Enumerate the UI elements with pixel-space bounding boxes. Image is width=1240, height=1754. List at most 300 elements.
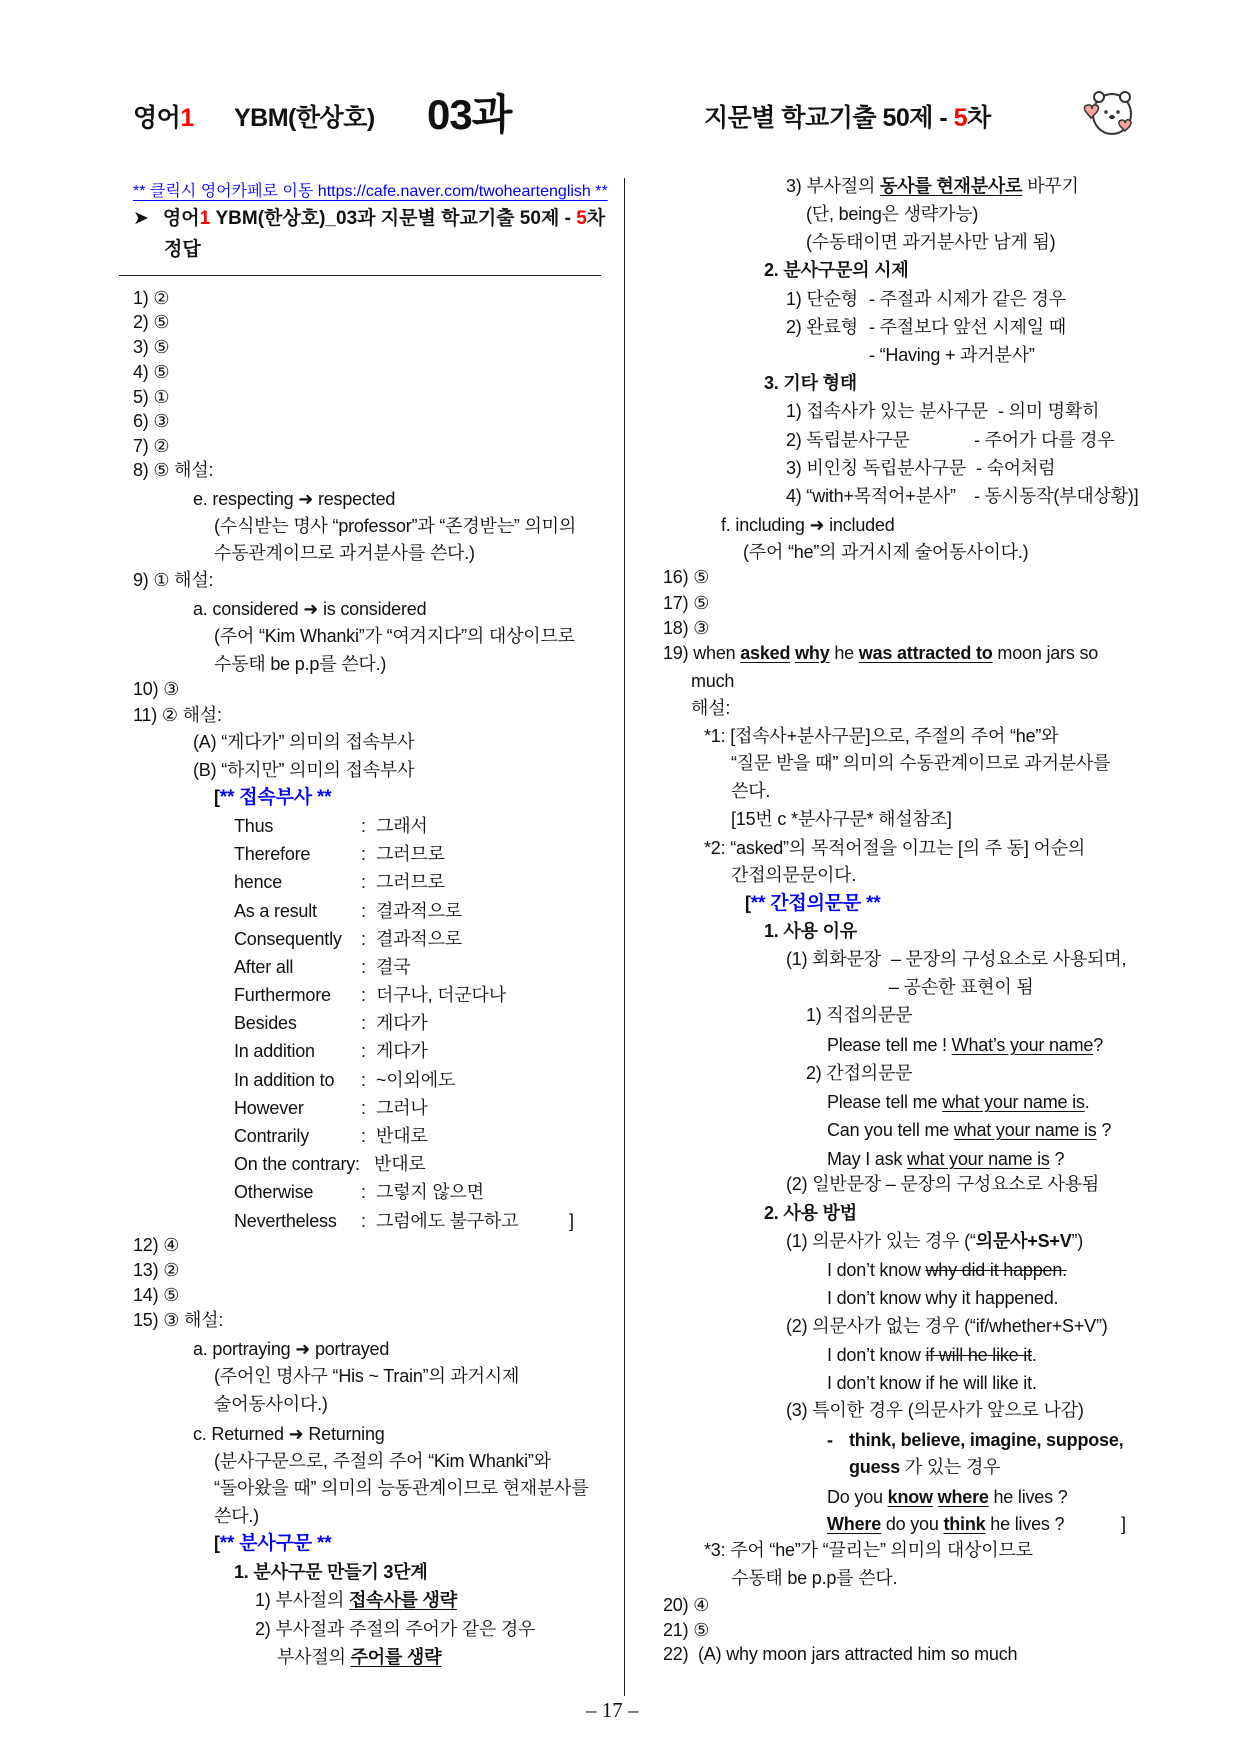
cafe-link[interactable]: ** 클릭시 영어카페로 이동 https://cafe.naver.com/twoheartenglish ** xyxy=(133,183,608,200)
text-segment: – 공손한 표현이 됨 xyxy=(889,977,1034,997)
text-segment: 주어를 생략 xyxy=(350,1647,442,1667)
right-line xyxy=(891,948,1126,970)
text-segment: 쓴다. xyxy=(731,781,771,801)
text-segment: May I ask xyxy=(827,1149,908,1169)
text-segment: (주어인 명사구 “His ~ Train”의 과거시제 xyxy=(214,1366,520,1386)
text-segment: 20) ④ xyxy=(663,1595,710,1615)
text-segment: 결과적으로 xyxy=(376,929,462,949)
text-segment: In addition xyxy=(234,1041,315,1061)
intro-divider xyxy=(119,275,601,276)
left-line xyxy=(234,900,317,922)
left-line xyxy=(234,1040,315,1062)
text-segment: hence xyxy=(234,872,283,892)
text-segment: (수식받는 명사 “professor”과 “존경받는” 의미의 xyxy=(214,516,577,536)
column-divider xyxy=(624,178,625,1696)
left-line xyxy=(133,569,213,591)
left-line xyxy=(214,1365,519,1387)
right-line xyxy=(691,670,734,692)
right-line xyxy=(827,1091,1090,1113)
right-line xyxy=(806,1004,912,1026)
text-segment: ? xyxy=(1093,1035,1104,1055)
text-segment: ”) xyxy=(1071,1231,1084,1251)
text-segment: : xyxy=(361,816,366,836)
text-segment: 19) when xyxy=(663,643,741,663)
text-segment: *1: [접속사+분사구문]으로, 주절의 주어 “he”와 xyxy=(704,726,1059,746)
left-line xyxy=(361,1040,366,1062)
text-segment: 게다가 xyxy=(376,1041,428,1061)
right-line xyxy=(827,1119,1111,1141)
left-line xyxy=(234,1069,334,1091)
left-line xyxy=(133,361,169,383)
left-line xyxy=(361,843,366,865)
text-segment: Can you tell me xyxy=(827,1120,954,1140)
text-segment: know xyxy=(887,1487,933,1507)
text-segment: : xyxy=(361,1098,366,1118)
left-line xyxy=(376,815,428,837)
left-line xyxy=(374,1153,426,1175)
right-line xyxy=(786,1173,1099,1195)
left-line xyxy=(361,1097,366,1119)
text-segment: why did it happen. xyxy=(925,1260,1067,1280)
text-segment: asked xyxy=(740,643,791,663)
right-line xyxy=(764,1202,857,1224)
text-segment: Nevertheless xyxy=(234,1211,337,1231)
text-segment: *3: 주어 “he”가 “끌리는” 의미의 대상이므로 xyxy=(704,1540,1033,1560)
text-segment: 3. 기타 형태 xyxy=(764,373,857,393)
title-text-b: YBM(한상호)_03과 지문별 학교기출 50제 - xyxy=(210,208,577,229)
text-segment: guess xyxy=(849,1457,901,1477)
text-segment: I don’t know xyxy=(827,1260,926,1280)
text-segment: 1. 사용 이유 xyxy=(764,921,857,941)
left-line xyxy=(255,1589,457,1611)
left-line xyxy=(255,1618,535,1640)
left-line xyxy=(361,956,366,978)
text-segment: : xyxy=(361,985,366,1005)
right-line xyxy=(869,316,1066,338)
left-line xyxy=(376,1181,484,1203)
text-segment: 11) ② 해설: xyxy=(133,705,222,725)
text-segment: 더구나, 더군다나 xyxy=(376,985,506,1005)
text-segment: 2) 간접의문문 xyxy=(806,1063,913,1083)
right-line xyxy=(974,485,1139,507)
left-line xyxy=(133,704,222,726)
text-segment: 7) ② xyxy=(133,436,170,456)
text-segment: 그러므로 xyxy=(376,844,445,864)
text-segment: On the contrary: xyxy=(234,1154,360,1174)
text-segment: 15) ③ 해설: xyxy=(133,1310,224,1330)
text-segment: moon jars so xyxy=(992,643,1099,663)
text-segment: 1. 분사구문 만들기 3단계 xyxy=(234,1562,428,1582)
left-line xyxy=(214,653,386,675)
right-line xyxy=(786,1399,1084,1421)
right-line xyxy=(827,1148,1064,1170)
text-segment: 21) ⑤ xyxy=(663,1620,710,1640)
text-segment: (B) “하지만” 의미의 접속부사 xyxy=(193,760,415,780)
left-line xyxy=(133,410,169,432)
text-segment: 3) 비인칭 독립분사구문 xyxy=(786,458,966,478)
text-segment: 8) ⑤ 해설: xyxy=(133,460,214,480)
text-segment: (1) 의문사가 있는 경우 (“ xyxy=(786,1231,976,1251)
left-line xyxy=(361,1125,366,1147)
right-line xyxy=(827,1429,833,1451)
right-line xyxy=(721,514,895,536)
right-line xyxy=(869,288,1066,310)
right-line xyxy=(691,697,730,719)
left-line xyxy=(376,928,462,950)
right-line xyxy=(731,780,770,802)
left-line xyxy=(376,956,410,978)
left-line xyxy=(376,900,462,922)
right-line xyxy=(704,837,1085,859)
right-line xyxy=(663,1619,709,1641)
text-segment: - 숙어처럼 xyxy=(976,458,1056,478)
round-number: 5 xyxy=(953,104,968,132)
text-segment: 가 있는 경우 xyxy=(900,1457,1001,1477)
left-line xyxy=(234,1561,428,1583)
page-number: – 17 – xyxy=(586,1698,639,1722)
left-line xyxy=(277,1646,441,1668)
text-segment: ] xyxy=(1121,1514,1126,1534)
left-line xyxy=(234,815,273,837)
text-segment: 동사를 현재분사로 xyxy=(879,176,1023,196)
text-segment: 의문사+S+V xyxy=(975,1231,1072,1251)
text-segment: Contrarily xyxy=(234,1126,310,1146)
right-line xyxy=(663,566,709,588)
left-line xyxy=(214,1505,259,1527)
text-segment: (주어 “Kim Whanki”가 “여겨지다”의 대상이므로 xyxy=(214,626,575,646)
right-line xyxy=(806,1062,912,1084)
text-segment: 2) 부사절과 주절의 주어가 같은 경우 xyxy=(255,1619,536,1639)
right-line xyxy=(786,175,1079,197)
text-segment: (분사구문으로, 주절의 주어 “Kim Whanki”와 xyxy=(214,1451,551,1471)
text-segment: where xyxy=(937,1487,989,1507)
title-text-c: 차 xyxy=(586,208,606,229)
left-line xyxy=(234,871,282,893)
left-line xyxy=(361,984,366,1006)
arrowhead-right-icon: ➤ xyxy=(133,208,149,229)
section-heading: ** 접속부사 ** xyxy=(219,787,332,808)
text-segment: 쓴다.) xyxy=(214,1506,259,1526)
right-line xyxy=(976,457,1055,479)
left-line xyxy=(133,311,169,333)
left-line xyxy=(376,1210,518,1232)
left-line xyxy=(234,1097,304,1119)
text-segment: think, believe, imagine, suppose, xyxy=(849,1430,1124,1450)
right-line xyxy=(786,457,966,479)
text-segment: (1) 회화문장 xyxy=(786,949,881,969)
text-segment: : xyxy=(361,1126,366,1146)
right-line xyxy=(731,808,952,830)
right-line xyxy=(889,976,1034,998)
text-segment: if will he like it xyxy=(925,1345,1032,1365)
text-segment: 그럼에도 불구하고 xyxy=(376,1211,519,1231)
text-segment: Please tell me xyxy=(827,1092,943,1112)
text-segment: what your name is xyxy=(942,1092,1085,1112)
right-line xyxy=(998,400,1099,422)
text-segment: do you xyxy=(881,1514,944,1534)
answer-title xyxy=(133,203,605,230)
text-segment: (주어 “he”의 과거시제 술어동사이다.) xyxy=(743,542,1029,562)
text-segment: 그러므로 xyxy=(376,872,445,892)
text-segment: Furthermore xyxy=(234,985,331,1005)
right-line xyxy=(764,920,857,942)
text-segment: 그렇지 않으면 xyxy=(376,1182,484,1202)
right-line xyxy=(827,1259,1067,1281)
text-segment: 14) ⑤ xyxy=(133,1285,180,1305)
left-line xyxy=(214,786,331,809)
left-line xyxy=(214,1393,328,1415)
text-segment: Consequently xyxy=(234,929,342,949)
left-line xyxy=(193,488,395,510)
right-line xyxy=(786,948,881,970)
subject-text: 영어 xyxy=(133,104,181,132)
right-line xyxy=(849,1429,1123,1451)
text-segment: 1) 접속사가 있는 분사구문 xyxy=(786,401,988,421)
text-segment: f. including ➜ included xyxy=(721,515,895,535)
text-segment: c. Returned ➜ Returning xyxy=(193,1424,385,1444)
left-line xyxy=(133,336,169,358)
text-segment: much xyxy=(691,671,735,691)
text-segment: 수동관계이므로 과거분사를 쓴다.) xyxy=(214,543,475,563)
left-line xyxy=(376,1012,428,1034)
text-segment: 게다가 xyxy=(376,1013,428,1033)
text-segment: 2. 사용 방법 xyxy=(764,1203,857,1223)
text-segment: . xyxy=(1084,1092,1090,1112)
left-line xyxy=(193,598,426,620)
text-segment: Otherwise xyxy=(234,1182,314,1202)
text-segment: he lives ? xyxy=(985,1514,1065,1534)
text-segment: 16) ⑤ xyxy=(663,567,710,587)
left-line xyxy=(133,1284,179,1306)
text-segment: Besides xyxy=(234,1013,297,1033)
right-line xyxy=(786,1230,1083,1252)
text-segment: 3) ⑤ xyxy=(133,337,170,357)
text-segment: 해설: xyxy=(691,698,731,718)
round-suffix: 차 xyxy=(967,104,991,132)
text-segment: I don’t know xyxy=(827,1345,926,1365)
left-line xyxy=(376,1125,428,1147)
text-segment: a. considered ➜ is considered xyxy=(193,599,427,619)
text-segment: (A) “게다가” 의미의 접속부사 xyxy=(193,732,415,752)
left-line xyxy=(234,1210,337,1232)
right-line xyxy=(806,203,978,225)
right-line xyxy=(745,892,881,915)
text-segment: 1) ② xyxy=(133,288,170,308)
text-segment: *2: “asked”의 목적어절을 이끄는 [의 주 동] 어순의 xyxy=(704,838,1086,858)
left-line xyxy=(193,731,414,753)
text-segment: 12) ④ xyxy=(133,1235,180,1255)
left-line xyxy=(234,1153,360,1175)
right-line xyxy=(743,541,1028,563)
text-segment: e. respecting ➜ respected xyxy=(193,489,396,509)
text-segment: (2) 의문사가 없는 경우 (“if/whether+S+V”) xyxy=(786,1316,1108,1336)
right-line xyxy=(786,316,858,338)
text-segment: 1) 부사절의 xyxy=(255,1590,349,1610)
left-line xyxy=(376,1069,455,1091)
text-segment: 2) ⑤ xyxy=(133,312,170,332)
text-segment: 5) ① xyxy=(133,387,170,407)
text-segment: 수동태 be p.p를 쓴다.) xyxy=(214,654,387,674)
left-line xyxy=(214,1450,551,1472)
title-number: 1 xyxy=(199,208,211,229)
text-segment: (2) 일반문장 – 문장의 구성요소로 사용됨 xyxy=(786,1174,1100,1194)
right-line xyxy=(827,1513,1064,1535)
right-line xyxy=(806,231,1055,253)
text-segment: 그러나 xyxy=(376,1098,428,1118)
right-line xyxy=(704,725,1058,747)
text-segment: - 동시동작(부대상황)] xyxy=(974,486,1139,506)
text-segment: : xyxy=(361,1182,366,1202)
header-subject xyxy=(133,98,194,134)
left-line xyxy=(361,1069,366,1091)
right-line xyxy=(1121,1513,1126,1535)
left-line xyxy=(376,984,506,1006)
text-segment: ? xyxy=(1096,1120,1112,1140)
text-segment: 접속사를 생략 xyxy=(348,1590,457,1610)
text-segment: 9) ① 해설: xyxy=(133,570,214,590)
text-segment: 13) ② xyxy=(133,1260,180,1280)
text-segment: Do you xyxy=(827,1487,888,1507)
text-segment: : xyxy=(361,1013,366,1033)
left-line xyxy=(133,435,169,457)
text-segment: 10) ③ xyxy=(133,679,180,699)
text-segment: 4) ⑤ xyxy=(133,362,170,382)
left-line xyxy=(133,287,169,309)
text-segment: 부사절의 xyxy=(277,1647,351,1667)
text-segment: – 문장의 구성요소로 사용되며, xyxy=(891,949,1127,969)
right-line xyxy=(731,752,1110,774)
series-text: 지문별 학교기출 50제 - xyxy=(704,104,954,132)
text-segment: 결과적으로 xyxy=(376,901,462,921)
left-line xyxy=(361,928,366,950)
left-line xyxy=(214,1477,589,1499)
left-line xyxy=(569,1210,574,1232)
right-line xyxy=(786,400,988,422)
left-line xyxy=(361,815,366,837)
bear-holding-heart-icon xyxy=(1080,88,1136,145)
right-line xyxy=(827,1034,1103,1056)
text-segment: 결국 xyxy=(376,957,411,977)
left-line xyxy=(234,843,310,865)
right-line xyxy=(663,1594,709,1616)
right-line xyxy=(786,485,956,507)
section-heading: ** 분사구문 ** xyxy=(219,1533,332,1554)
left-line xyxy=(133,1259,179,1281)
right-line xyxy=(827,1486,1068,1508)
text-segment: Where xyxy=(827,1514,882,1534)
left-line xyxy=(234,928,342,950)
left-line xyxy=(376,843,445,865)
right-line xyxy=(827,1344,1037,1366)
left-line xyxy=(214,542,475,564)
text-segment: After all xyxy=(234,957,294,977)
text-segment: 2) 독립분사구문 xyxy=(786,430,910,450)
text-segment: “질문 받을 때” 의미의 수동관계이므로 과거분사를 xyxy=(731,753,1111,773)
text-segment: As a result xyxy=(234,901,317,921)
left-line xyxy=(193,759,414,781)
left-line xyxy=(234,984,331,1006)
left-line xyxy=(193,1338,389,1360)
left-line xyxy=(234,1012,297,1034)
right-line xyxy=(786,1315,1108,1337)
left-line xyxy=(376,871,445,893)
text-segment: 17) ⑤ xyxy=(663,593,710,613)
text-segment: a. portraying ➜ portrayed xyxy=(193,1339,390,1359)
header-series xyxy=(704,98,991,134)
text-segment: (3) 특이한 경우 (의문사가 앞으로 나감) xyxy=(786,1400,1084,1420)
text-segment: 2) 완료형 xyxy=(786,317,858,337)
text-segment: I don’t know if he will like it. xyxy=(827,1373,1037,1393)
text-segment: why xyxy=(795,643,830,663)
text-segment: In addition to xyxy=(234,1070,335,1090)
left-line xyxy=(133,1234,179,1256)
left-line xyxy=(234,956,293,978)
section-heading: ** 간접의문문 ** xyxy=(750,893,881,914)
left-line xyxy=(133,459,213,481)
text-segment: - “Having + 과거분사” xyxy=(869,345,1035,365)
right-line xyxy=(731,1567,897,1589)
right-line xyxy=(663,1643,1017,1665)
text-segment: 22) (A) why moon jars attracted him so much xyxy=(663,1644,1018,1664)
text-segment: 그래서 xyxy=(376,816,428,836)
left-line xyxy=(133,1309,223,1331)
text-segment: ~이외에도 xyxy=(376,1070,456,1090)
text-segment: he xyxy=(829,643,859,663)
text-segment: [ xyxy=(745,893,751,913)
text-segment: : xyxy=(361,844,366,864)
right-line xyxy=(786,288,858,310)
answer-title-line2: 정답 xyxy=(164,239,201,260)
right-line xyxy=(827,1372,1037,1394)
text-segment: However xyxy=(234,1098,304,1118)
header-publisher: YBM(한상호) xyxy=(234,104,375,132)
text-segment: what your name is xyxy=(907,1149,1050,1169)
left-line xyxy=(234,1125,309,1147)
text-segment: : xyxy=(361,957,366,977)
header-lesson: 03과 xyxy=(427,91,512,138)
text-segment: Therefore xyxy=(234,844,311,864)
right-line xyxy=(849,1456,1000,1478)
left-line xyxy=(214,625,575,647)
text-segment: what your name is xyxy=(953,1120,1097,1140)
text-segment: (단, being은 생략가능) xyxy=(806,204,979,224)
right-line xyxy=(704,1539,1033,1561)
right-line xyxy=(663,592,709,614)
title-text-a: 영어 xyxy=(162,208,200,229)
text-segment: What’s your name xyxy=(951,1035,1094,1055)
text-segment: - 주어가 다를 경우 xyxy=(974,430,1115,450)
left-line xyxy=(361,871,366,893)
right-line xyxy=(764,259,909,281)
left-line xyxy=(133,386,169,408)
right-line xyxy=(731,864,856,886)
text-segment: he lives ? xyxy=(988,1487,1068,1507)
text-segment: 2. 분사구문의 시제 xyxy=(764,260,909,280)
left-line xyxy=(234,1181,313,1203)
text-segment: - 주절보다 앞선 시제일 때 xyxy=(869,317,1066,337)
text-segment: [15번 c *분사구문* 해설참조] xyxy=(731,809,952,829)
text-segment: - 주절과 시제가 같은 경우 xyxy=(869,289,1066,309)
right-line xyxy=(827,1287,1058,1309)
title-round: 5 xyxy=(576,208,587,229)
text-segment: : xyxy=(361,1211,366,1231)
right-line xyxy=(663,642,1098,664)
left-line xyxy=(361,900,366,922)
text-segment: was attracted to xyxy=(858,643,993,663)
left-line xyxy=(214,515,576,537)
left-line xyxy=(361,1012,366,1034)
text-segment: - 의미 명확히 xyxy=(998,401,1100,421)
